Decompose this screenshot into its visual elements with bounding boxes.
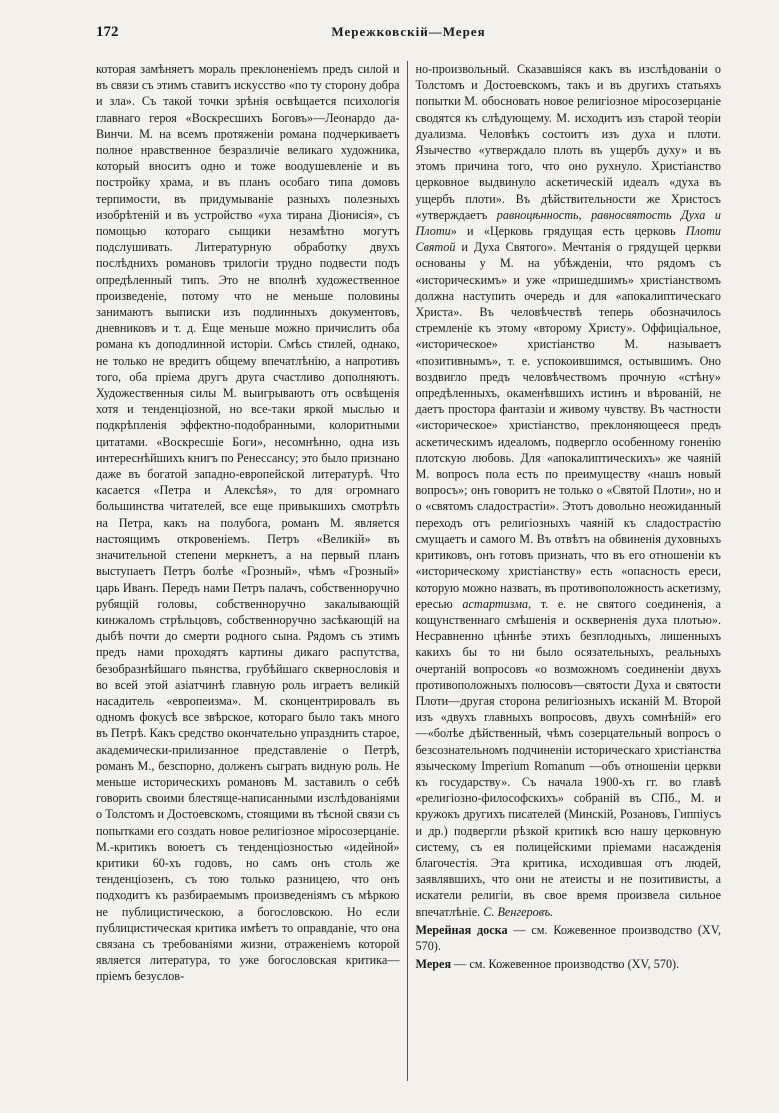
entry-text: — см. Кожевенное производство (XV, 570).: [415, 922, 721, 953]
right-column: [408, 61, 722, 1081]
emphasis-text: астартизма: [462, 596, 529, 611]
author-signature: С. Венгеровъ.: [483, 904, 554, 919]
entry-text: — см. Кожевенное производство (XV, 570).: [451, 957, 680, 972]
body-text: , т. е. не святого соединенія, а кощунственнаго смѣшенія и оскверненія духа плотью». Несравненно цѣннѣе этихъ безплодныхъ, лишенныхъ какихъ бы то ни было осязательныхъ, реальныхъ очертаній вопросовъ «о возможномъ соединеніи двухъ противоположныхъ полюсовъ—святости Духа и святости Плоти—другая сторона религіозныхъ исканій М. Второй изъ «двухъ главныхъ вопросовъ, двухъ сомнѣній» его—«болѣе дѣйственный, чѣмъ созерцательный вопросъ о безсознательномъ подчиненіи историческаго христіанства языческому Imperium Romanum —объ отношеніи церкви къ государству». Съ начала 1900-хъ гг. во главѣ «религіозно-философскихъ» собраній въ СПб., М. и кружокъ другихъ писателей (Минскій, Розановъ, Гиппіусъ и др.) подвергли рѣзкой критикѣ всю нашу церковную систему, съ ея полицейскими пріемами насажденія благочестія. Эта критика, исходившая отъ людей, заявлявшихъ, что они не атеисты и не позитивисты, а искатели религіи, въ свое время произвела сильное впечатлѣніе.: [415, 596, 721, 919]
article-continuation: [416, 61, 722, 920]
entry-headword: Мерея: [415, 957, 452, 972]
page-number: 172: [96, 24, 119, 40]
emphasis-text: равноцѣнность, равносвятость Духа и Плоти: [415, 207, 721, 239]
body-text: и Духа Святого». Мечтанія о грядущей церкви основаны у М. на убѣжденіи, что рядомъ съ «историческимъ» и уже «пришедшимъ» христіанствомъ должна наступить очередь и для «апокалиптическаго Христа». Въ человѣчествѣ теперь обозначилось стремленіе къ этому «второму Христу». Оффиціальное, «историческое» христіанство М. называетъ «позитивнымъ», т. е. успокоившимся, остывшимъ. Оно воздвигло предъ человѣчествомъ прочную «стѣну» опредѣленныхъ, окаменѣвшихъ истинъ и вѣрованій, не даетъ простора фантазіи и живому чувству. Въ частности «историческое» христіанство, преклоняющееся предъ аскетическимъ идеаломъ, подвергло особенному гоненію плотскую любовь. Для «апокалиптическихъ» же чаяній М. вопросъ пола есть по преимуществу «нашъ новый вопросъ»; онъ говоритъ не только о «Святой Плоти», но и о «святомъ сладострастіи». Этотъ довольно неожиданный переходъ отъ религіозныхъ чаяній къ сладострастію смущаетъ и самого М. Въ отвѣтъ на обвиненія духовныхъ критиковъ, онъ готовъ признать, что въ его отношеніи къ «историческому христіанству» есть «опасность ереси, которую можно назвать, въ противоположность аскетизму, ересью: [415, 240, 721, 611]
left-column: [96, 61, 407, 1081]
body-text: но-произвольный. Сказавшіяся какъ въ изслѣдованіи о Толстомъ и Достоевскомъ, такъ и въ другихъ статьяхъ попытки М. обосновать новое религіозное міросозерцаніе сводятся къ слѣдующему. М. исходитъ изъ старой теоріи дуализма. Человѣкъ состоитъ изъ духа и плоти. Язычество «утверждало плоть въ ущербъ духу» и въ этомъ причина того, что оно рухнуло. Христіанство церковное выдвинуло аскетическій идеалъ «духа въ ущербъ плоти». Въ дѣйствительности же Христосъ «утверждаетъ: [415, 62, 721, 222]
emphasis-text: Плоти Святой: [415, 224, 721, 255]
page-header: [96, 24, 721, 46]
text-columns: [96, 61, 721, 1081]
dictionary-entry: [416, 922, 722, 954]
body-text: » и «Церковь грядущая есть церковь: [450, 224, 686, 239]
running-head: Мережковскій—Мерея: [331, 24, 486, 39]
left-column-text: которая замѣняетъ мораль преклоненіемъ предъ силой и въ связи съ этимъ ставитъ искусство «по ту сторону добра и зла». Съ такой точки зрѣнія освѣщается психологія главнаго героя «Воскресшихъ Боговъ»—Леонардо да-Винчи. М. на всемъ протяженіи романа подчеркиваетъ полное нравственное безразличіе великаго художника, который вноситъ одно и тоже воодушевленіе и въ постройку храма, и въ планъ особаго типа домовъ терпимости, въ придумываніе разныхъ полезныхъ изобрѣтеній и въ устройство «уха тирана Діонисія», съ помощью котораго сыщики незамѣтно могутъ подслушивать. Литературную обработку двухъ послѣднихъ романовъ трилогіи трудно подвести подъ опредѣленный типъ. Это не вполнѣ художественное произведеніе, потому что не меньше половины занимаютъ выписки изъ подлинныхъ документовъ, дневниковъ и т. д. Еще меньше можно причислить оба романа къ доподлинной исторіи. Смѣсь стилей, однако, не только не вредитъ общему впечатлѣнію, а напротивъ того, оба пріема другъ друга счастливо дополняютъ. Художественныя силы М. выигрываютъ отъ освѣщенія хотя и тенденціозной, но все-таки яркой мыслью и подкрѣпленія эффектно-подобранными, колоритными цитатами. «Воскресшіе Боги», несомнѣнно, одна изъ интереснѣйшихъ книгъ по Ренессансу; это было признано даже въ богатой западно-европейской литературѣ. Что касается «Петра и Алексѣя», то для огромнаго большинства читателей, все еще привыкшихъ смотрѣть на Петра, какъ на полубога, романъ М. является настоящимъ откровеніемъ. Петръ «Великій» въ значительной степени меркнетъ, а на первый планъ выступаетъ Петръ болѣе «Грозный», чѣмъ «Грозный» царь Иванъ. Передъ нами Петръ палачъ, собственноручно рубящій головы, собственноручно закалывающій кинжаломъ стрѣльцовъ, собственноручно засѣкающій на дыбѣ почти до смерти родного сына. Рядомъ съ этимъ предъ нами проходятъ картины дикаго распутства, безобразнѣйшаго пьянства, грубѣйшаго сквернословія и во всей этой азіатчинѣ главную роль играетъ великій насадитель «европеизма». М. сконцентрировалъ въ одномъ фокусѣ все звѣрское, которагo было такъ много въ Петрѣ. Какъ средство окончательно упразднить старое, академически-прилизанное представленіе о Петрѣ, романъ М., безспорно, долженъ сыграть видную роль. Не меньше историческихъ романовъ М. заставилъ о себѣ говорить своими блестяще-написанными изслѣдованіями о Толстомъ и Достоевскомъ, стоящими въ тѣсной связи съ попытками его создать новое религіозное міросозерцаніе. М.-критикъ воюетъ съ тенденціозностью «идейной» критики 60-хъ годовъ, но самъ онъ столь же тенденціозенъ, съ тою только разницею, что онъ подходитъ къ разбираемымъ произведеніямъ съ мѣркою не публицистическою, а богословскою. Но если публицистическая критика имѣетъ то оправданіе, что она связана съ требованіями жизни, отраженіемъ которой является литература, то уже богословская критика—пріемъ безуслов-: [96, 62, 400, 984]
dictionary-entry: [416, 956, 722, 972]
entry-headword: Мерейная доска: [415, 922, 508, 937]
